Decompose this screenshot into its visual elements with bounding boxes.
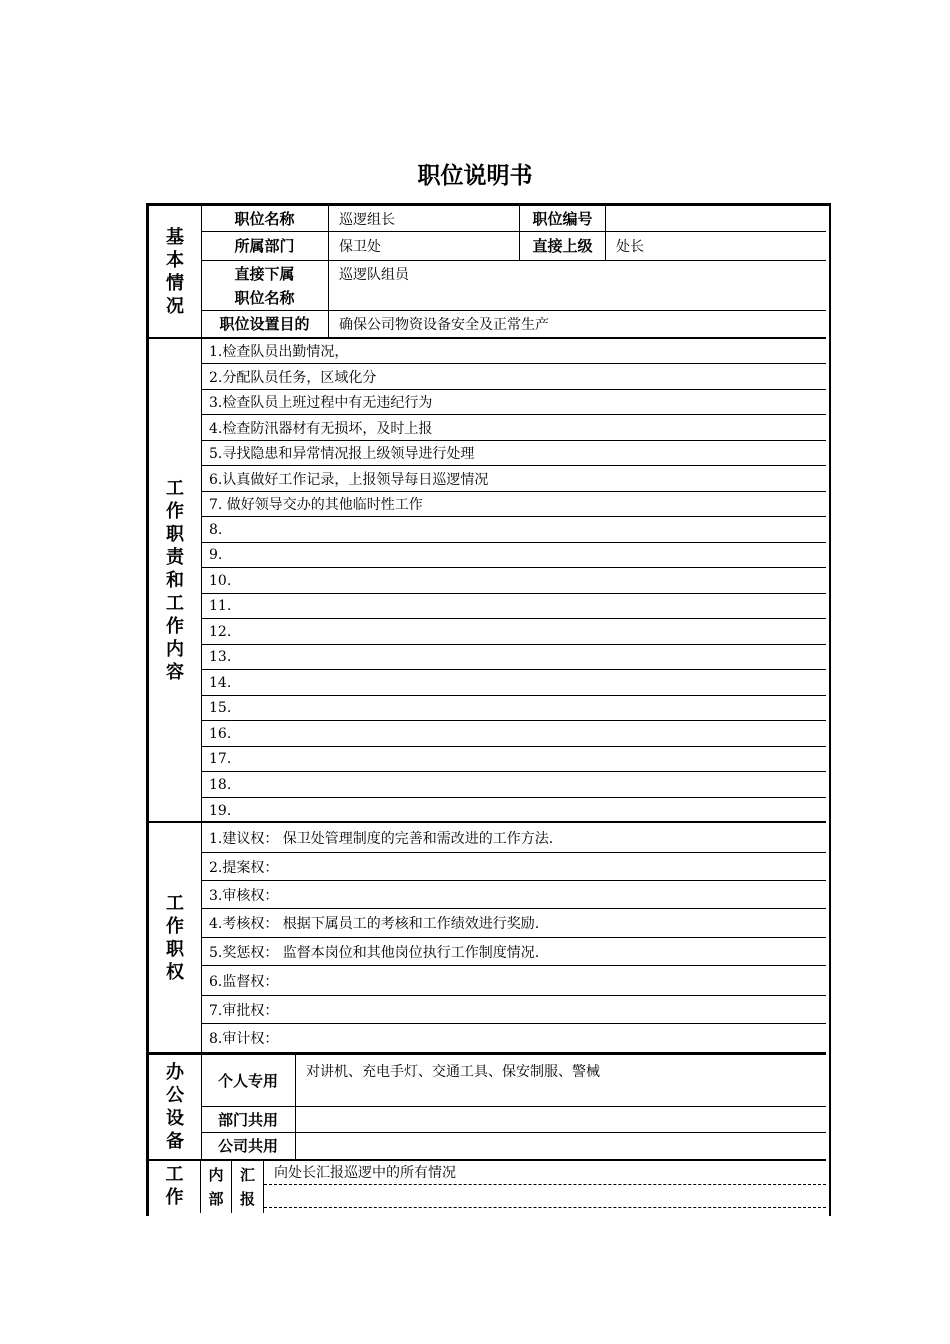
list-item [201, 996, 826, 1024]
internal-label: 内部 [208, 1166, 224, 1208]
list-item-text: 2.分配队员任务，区域化分 [209, 369, 377, 386]
list-item-text: 5.寻找隐患和异常情况报上级领导进行处理 [209, 446, 475, 462]
internal-label-cell [201, 1161, 232, 1213]
list-item [201, 415, 826, 441]
list-item [201, 441, 826, 466]
list-item-text: 11. [209, 598, 232, 614]
basic-row-purpose [201, 311, 826, 337]
subordinate-value: 巡逻队组员 [339, 267, 409, 283]
list-item [201, 517, 826, 543]
list-item [201, 543, 826, 568]
dashed-line-2 [264, 1207, 826, 1208]
company-shared-value [296, 1133, 826, 1159]
list-item [201, 1024, 826, 1052]
list-item [201, 823, 826, 853]
list-item [201, 881, 826, 909]
equipment-row-dept [201, 1107, 826, 1133]
report-value: 向处长汇报巡逻中的所有情况 [274, 1165, 456, 1181]
list-item [201, 696, 826, 721]
list-item-text: 15. [209, 700, 232, 716]
personal-value: 对讲机、充电手灯、交通工具、保安制服、警械 [306, 1064, 600, 1080]
list-item-text: 5.奖惩权： 监督本岗位和其他岗位执行工作制度情况. [209, 944, 540, 961]
list-item [201, 938, 826, 966]
list-item-text: 17. [209, 751, 232, 767]
dashed-line-1 [264, 1184, 826, 1185]
list-item-text: 16. [209, 725, 232, 742]
section-relations [146, 1161, 826, 1213]
section-equipment [146, 1055, 826, 1161]
basic-side-label: 基本情况 [166, 226, 184, 317]
list-item-text: 1.检查队员出勤情况， [209, 344, 349, 360]
personal-label: 个人专用 [201, 1055, 296, 1106]
position-name-value: 巡逻组长 [329, 206, 520, 231]
list-item-text: 1.建议权： 保卫处管理制度的完善和需改进的工作方法. [209, 830, 554, 847]
list-item [201, 594, 826, 619]
subordinate-label-line1: 直接下属 [234, 264, 295, 283]
list-item [201, 619, 826, 645]
list-item-text: 7.审批权： [209, 1002, 279, 1019]
dept-shared-value [296, 1107, 826, 1132]
list-item [201, 670, 826, 696]
supervisor-value: 处长 [616, 239, 644, 255]
list-item [201, 492, 826, 517]
position-code-value [606, 206, 826, 231]
duties-side-label: 工作职责和工作内容 [166, 477, 184, 683]
list-item [201, 747, 826, 772]
list-item [201, 853, 826, 881]
list-item [201, 966, 826, 996]
list-item [201, 466, 826, 492]
department-value: 保卫处 [329, 232, 520, 260]
list-item-text: 14. [209, 674, 232, 691]
list-item-text: 4.检查防汛器材有无损坏，及时上报 [209, 420, 433, 437]
report-label-cell [232, 1161, 264, 1213]
position-name-label: 职位名称 [201, 206, 329, 231]
basic-row-name [201, 206, 826, 232]
list-item [201, 798, 826, 823]
department-label: 所属部门 [201, 232, 329, 260]
authority-side-label: 工作职权 [166, 892, 184, 983]
equipment-side-label-cell [149, 1055, 202, 1159]
list-item-text: 9. [209, 547, 223, 563]
purpose-value: 确保公司物资设备安全及正常生产 [339, 317, 549, 333]
list-item [201, 390, 826, 415]
equipment-row-personal [201, 1055, 826, 1107]
relations-row-internal [201, 1161, 826, 1213]
list-item-text: 13. [209, 649, 232, 665]
basic-side-label-cell [149, 206, 202, 337]
position-code-label: 职位编号 [520, 206, 606, 231]
subordinate-label-cell [201, 261, 329, 310]
list-item-text: 8. [209, 521, 223, 538]
list-item-text: 12. [209, 623, 232, 640]
equipment-row-company [201, 1133, 826, 1159]
list-item-text: 3.审核权： [209, 887, 279, 904]
page-title: 职位说明书 [417, 163, 533, 189]
purpose-label: 职位设置目的 [201, 311, 329, 337]
section-basic [146, 206, 826, 339]
relations-side-label-cell [149, 1161, 201, 1213]
list-item [201, 909, 826, 938]
list-item-text: 8.审计权： [209, 1031, 279, 1047]
list-item [201, 339, 826, 364]
list-item-text: 19. [209, 802, 232, 819]
list-item [201, 568, 826, 594]
list-item-text: 3.检查队员上班过程中有无违纪行为 [209, 395, 433, 411]
supervisor-label: 直接上级 [520, 232, 606, 260]
report-label: 汇报 [239, 1166, 255, 1208]
basic-row-subordinate [201, 261, 826, 311]
list-item-text: 7. 做好领导交办的其他临时性工作 [209, 497, 423, 513]
list-item-text: 6.监督权： [209, 973, 279, 990]
list-item-text: 6.认真做好工作记录，上报领导每日巡逻情况 [209, 471, 489, 488]
subordinate-label-line2: 职位名称 [234, 288, 295, 307]
list-item-text: 10. [209, 572, 232, 589]
list-item-text: 2.提案权： [209, 859, 279, 876]
list-item-text: 4.考核权： 根据下属员工的考核和工作绩效进行奖励. [209, 916, 540, 932]
relations-side-label: 工作 [165, 1164, 184, 1208]
list-item [201, 772, 826, 798]
section-authority [146, 823, 826, 1055]
equipment-side-label: 办公设备 [166, 1062, 184, 1152]
company-shared-label: 公司共用 [201, 1133, 296, 1159]
section-duties [146, 339, 826, 823]
authority-side-label-cell [149, 823, 202, 1052]
dept-shared-label: 部门共用 [201, 1107, 296, 1132]
list-item [201, 364, 826, 390]
list-item [201, 645, 826, 670]
list-item-text: 18. [209, 776, 232, 793]
list-item [201, 721, 826, 747]
duties-side-label-cell [149, 339, 202, 821]
basic-row-dept [201, 232, 826, 261]
